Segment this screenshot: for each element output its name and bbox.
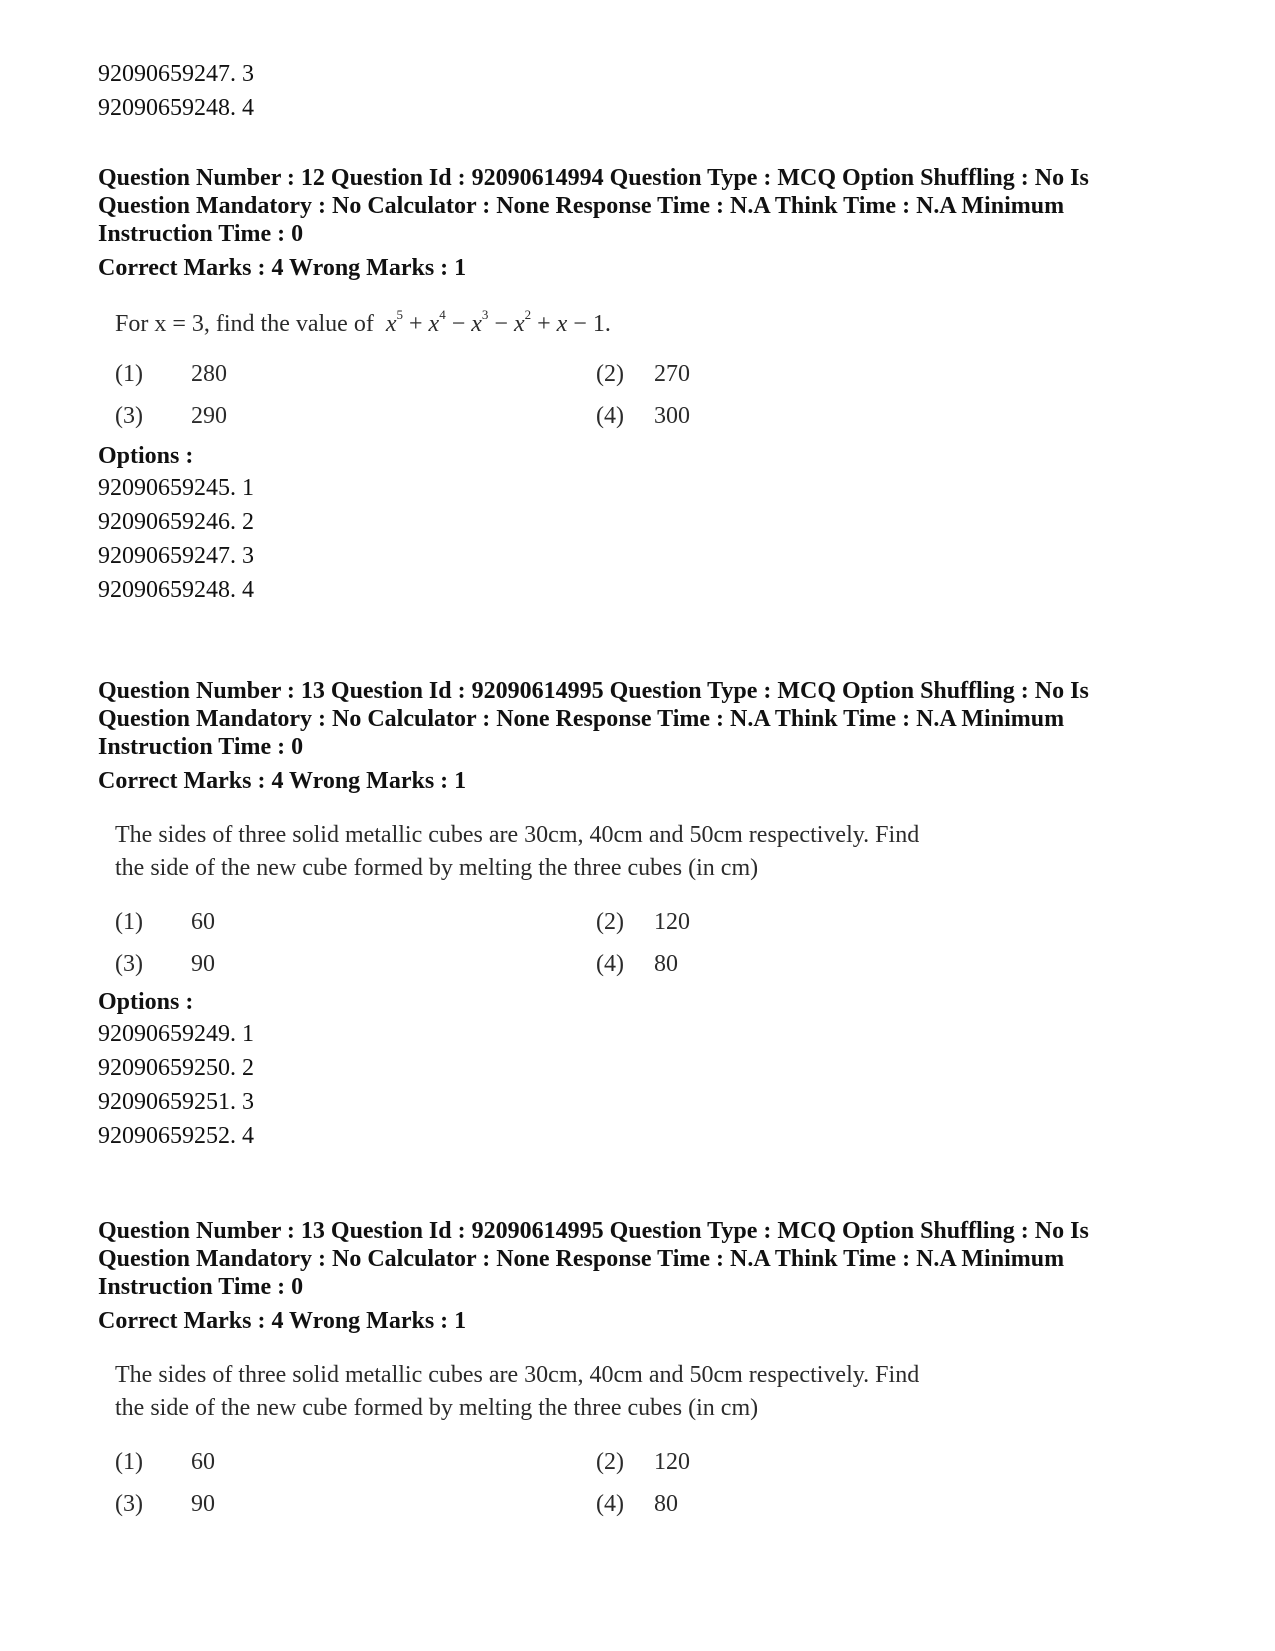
option-line: 92090659251. 3: [98, 1089, 254, 1115]
choices-grid: [115, 359, 1188, 447]
question-header: Question Number : 13 Question Id : 92090614995 Question Type : MCQ Option Shuffling : No Is: [98, 678, 1089, 704]
choice-4: (4) 300: [596, 403, 690, 429]
option-line: 92090659250. 2: [98, 1055, 254, 1081]
question-header: Question Mandatory : No Calculator : None Response Time : N.A Think Time : N.A Minimum: [98, 193, 1065, 219]
option-line: 92090659252. 4: [98, 1123, 254, 1149]
marks-line: Correct Marks : 4 Wrong Marks : 1: [98, 1308, 467, 1334]
question-prefix: For x = 3, find the value of: [115, 311, 374, 337]
question-text: [115, 308, 1188, 341]
carryover-options: [98, 57, 254, 125]
choice-3: (3) 90: [115, 1491, 215, 1517]
choice-2: (2) 120: [596, 1449, 690, 1475]
question-text: The sides of three solid metallic cubes are 30cm, 40cm and 50cm respectively. Find: [115, 822, 920, 848]
question-content: [115, 1359, 1188, 1535]
question-header: Instruction Time : 0: [98, 221, 304, 247]
question-header: Instruction Time : 0: [98, 1274, 304, 1300]
question-text: the side of the new cube formed by melting the three cubes (in cm): [115, 1395, 759, 1421]
option-line: 92090659247. 3: [98, 61, 254, 87]
choices-grid: [115, 907, 1188, 995]
marks-line: Correct Marks : 4 Wrong Marks : 1: [98, 768, 467, 794]
option-line: 92090659248. 4: [98, 95, 254, 121]
choice-2: (2) 270: [596, 361, 690, 387]
option-line: 92090659249. 1: [98, 1021, 254, 1047]
question-text: the side of the new cube formed by melting the three cubes (in cm): [115, 855, 759, 881]
polynomial-formula: $x^5 + x^4 - x^3 - x^2 + x - 1$.: [385, 307, 611, 337]
question-text: The sides of three solid metallic cubes are 30cm, 40cm and 50cm respectively. Find: [115, 1362, 920, 1388]
choice-4: (4) 80: [596, 1491, 678, 1517]
choices-grid: [115, 1447, 1188, 1535]
choice-3: (3) 90: [115, 951, 215, 977]
question-block-13: [98, 677, 1188, 1153]
question-block-12: [98, 164, 1188, 607]
choice-1: (1) 60: [115, 1449, 215, 1475]
choice-1: (1) 280: [115, 361, 227, 387]
question-content: [115, 819, 1188, 995]
question-header: Question Mandatory : No Calculator : None Response Time : N.A Think Time : N.A Minimum: [98, 1246, 1065, 1272]
choice-2: (2) 120: [596, 909, 690, 935]
option-line: 92090659247. 3: [98, 543, 254, 569]
options-label: Options :: [98, 443, 194, 469]
choice-3: (3) 290: [115, 403, 227, 429]
marks-line: Correct Marks : 4 Wrong Marks : 1: [98, 255, 467, 281]
question-block-13-repeat: [98, 1217, 1188, 1535]
question-header: Question Number : 12 Question Id : 92090614994 Question Type : MCQ Option Shuffling : No Is: [98, 165, 1089, 191]
question-header: Question Number : 13 Question Id : 92090614995 Question Type : MCQ Option Shuffling : No Is: [98, 1218, 1089, 1244]
question-header: Instruction Time : 0: [98, 734, 304, 760]
question-content: [115, 308, 1188, 447]
question-header: Question Mandatory : No Calculator : None Response Time : N.A Think Time : N.A Minimum: [98, 706, 1065, 732]
option-line: 92090659248. 4: [98, 577, 254, 603]
options-label: Options :: [98, 989, 194, 1015]
choice-1: (1) 60: [115, 909, 215, 935]
option-line: 92090659245. 1: [98, 475, 254, 501]
option-line: 92090659246. 2: [98, 509, 254, 535]
choice-4: (4) 80: [596, 951, 678, 977]
